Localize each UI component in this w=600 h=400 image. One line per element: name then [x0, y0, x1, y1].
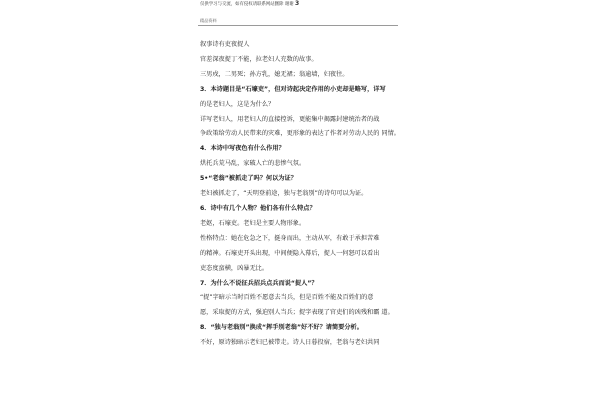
section-label: 精品资料: [200, 18, 217, 23]
text-line: 官差深夜捉丁不能，拉老妇人充数的故事。: [200, 55, 318, 63]
question-line: 7．为什么不说征兵招兵点兵而说“捉人”？: [200, 279, 318, 287]
header-page-label: 谢谢: [284, 2, 294, 7]
question-line: 6．诗中有几个人物？他们各有什么特点？: [200, 204, 316, 212]
header-divider: [198, 25, 398, 26]
text-line: 争政策给劳动人民带来的灾难，更形象的表达了作者对劳动人民的 同情。: [200, 130, 400, 138]
header-page-number: 3: [295, 0, 300, 7]
text-line: 不好，原诗独暗示老妇已被带走。诗人日暮投宿，老翁与老妇共同: [200, 339, 380, 347]
document-body: [200, 38, 400, 351]
text-line: 详写老妇人，用老妇人的直接控诉，更能集中揭露封建统治者的战: [200, 115, 380, 123]
text-line: 的精神。石壕吏开头出现，中间便隐入幕后，捉人一何怒可以看出: [200, 249, 380, 257]
text-line: 性格特点：她在危急之下，挺身而出，主动从军，有敢于承担苦难: [200, 234, 380, 242]
page-header: [200, 1, 299, 8]
question-line: 3．本诗题目是“石壕吏”，但对诗起决定作用的小吏却是略写，详写: [200, 85, 386, 93]
text-line: 愿，采取捉的方式，强迫别人当兵；捉字表现了官吏们的凶残和霸 道。: [200, 309, 394, 317]
text-line: 老妇被抓走了，“天明登前途，独与老翁别”的诗句可以为证。: [200, 190, 368, 198]
text-line: 三男戍，二男死；孙方乳，媳无裙；翁逾墙，妇夜往。: [200, 70, 349, 78]
text-line: 烘托兵荒马乱，家破人亡的悲惨气氛。: [200, 160, 306, 168]
header-text: 仅供学习与交流，如有侵权请联系网站删除: [200, 2, 284, 7]
text-line: 的是老妇人，这是为什么？: [200, 100, 275, 108]
question-line: 4．本诗中写夜色有什么作用？: [200, 145, 285, 153]
text-line: “捉”字暗示当时百姓不愿意去当兵，但是百姓不能及百姓们的意: [200, 294, 374, 302]
question-line: 5•“老翁”被抓走了吗？何以为证？: [200, 175, 297, 183]
question-line: 8．“独与老翁别”换成“挥手别老翁”好不好？请简要分析。: [200, 324, 363, 332]
text-line: 老妪，石壕吏。老妇是主要人物形象。: [200, 219, 306, 227]
text-line: 吏态度蛮横，凶暴无比。: [200, 264, 269, 272]
text-line: 叙事诗有吏夜捉人: [200, 41, 250, 48]
